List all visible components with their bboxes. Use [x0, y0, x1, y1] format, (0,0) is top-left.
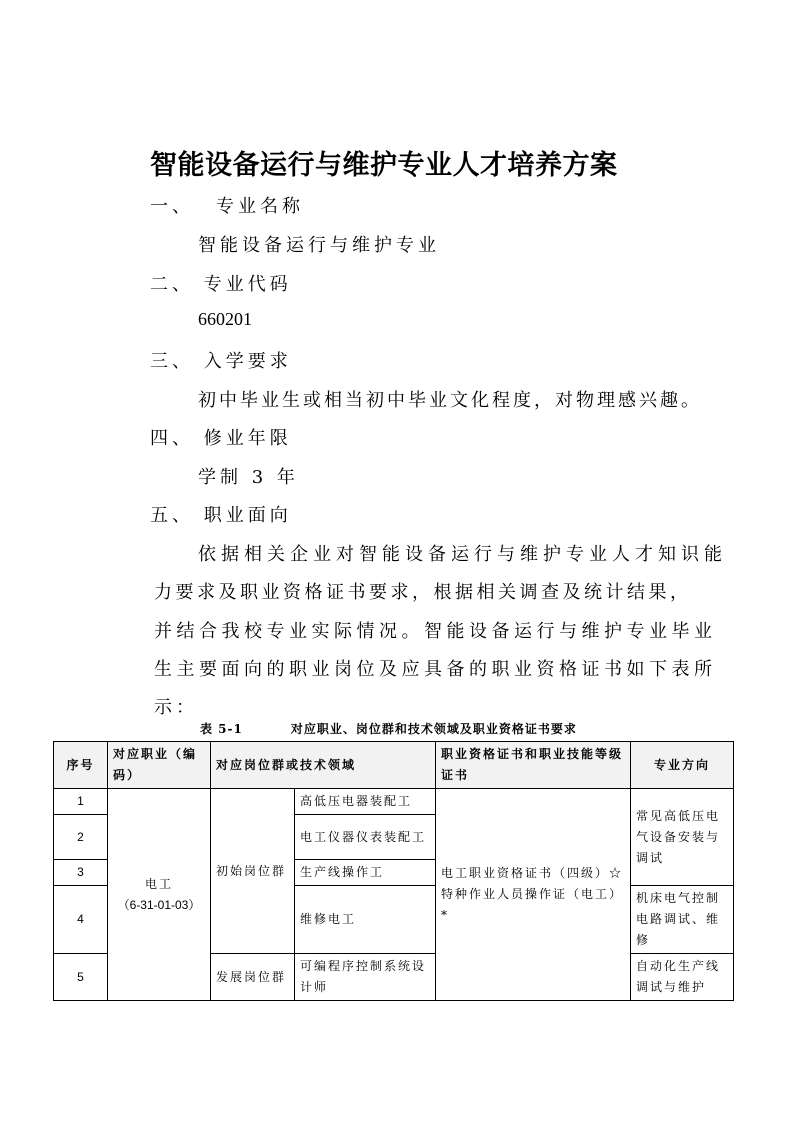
direction-cell: 常见高低压电气设备安装与调试 — [631, 789, 734, 886]
table-caption-text: 对应职业、岗位群和技术领域及职业资格证书要求 — [290, 722, 577, 736]
section-5-heading — [150, 501, 292, 527]
section-5-number: 五、 — [150, 505, 194, 526]
direction-cell: 机床电气控制电路调试、维修 — [631, 886, 734, 954]
seq-cell: 5 — [54, 954, 108, 1001]
section-1-body: 智能设备运行与维护专业 — [198, 235, 440, 256]
section-5-title: 职业面向 — [203, 505, 292, 526]
header-seq: 序号 — [54, 742, 108, 789]
post-cell: 电工仪器仪表装配工 — [295, 815, 436, 860]
post-cell: 生产线操作工 — [295, 860, 436, 886]
section-2-heading — [150, 270, 292, 296]
occupation-name: 电工 — [144, 876, 173, 891]
section-3-number: 三、 — [150, 351, 194, 372]
section-2-title: 专业代码 — [203, 274, 292, 295]
section-3-heading — [150, 347, 292, 373]
seq-cell: 2 — [54, 815, 108, 860]
certificate-cell — [436, 789, 631, 1001]
section-3-title: 入学要求 — [203, 351, 292, 372]
occupation-table — [53, 741, 734, 1001]
section-3-body: 初中毕业生或相当初中毕业文化程度，对物理感兴趣。 — [198, 390, 702, 411]
paragraph-line: 依据相关企业对智能设备运行与维护专业人才知识能 — [198, 544, 727, 565]
header-direction: 专业方向 — [631, 742, 734, 789]
header-group: 对应岗位群或技术领域 — [211, 742, 436, 789]
group-initial-cell: 初始岗位群 — [211, 789, 295, 954]
post-cell: 可编程序控制系统设计师 — [295, 954, 436, 1001]
paragraph-line: 示： — [154, 697, 198, 718]
header-occupation: 对应职业（编码） — [108, 742, 211, 789]
section-1-number: 一、 — [150, 196, 194, 217]
seq-cell: 3 — [54, 860, 108, 886]
section-2-number: 二、 — [150, 274, 194, 295]
section-1-title: 专业名称 — [216, 196, 304, 217]
table-header-row — [54, 742, 734, 789]
group-development-cell: 发展岗位群 — [211, 954, 295, 1001]
document-title: 智能设备运行与维护专业人才培养方案 — [150, 150, 618, 181]
direction-cell: 自动化生产线调试与维护 — [631, 954, 734, 1001]
section-4-title: 修业年限 — [203, 428, 292, 449]
occupation-cell — [108, 789, 211, 1001]
table-caption-number: 表 5-1 — [200, 722, 243, 736]
section-4-number: 四、 — [150, 428, 194, 449]
certificate-line: 电工职业资格证书（四级）☆ — [441, 866, 624, 880]
section-4-heading — [150, 424, 292, 450]
certificate-line: 特种作业人员操作证（电工） — [441, 887, 624, 901]
occupation-code: （6-31-01-03） — [117, 897, 201, 912]
seq-cell: 1 — [54, 789, 108, 815]
section-2-body: 660201 — [198, 309, 252, 329]
section-4-body: 学制 3 年 — [198, 467, 299, 488]
post-cell: 高低压电器装配工 — [295, 789, 436, 815]
table-caption — [200, 720, 577, 737]
header-certificate: 职业资格证书和职业技能等级证书 — [436, 742, 631, 789]
post-cell: 维修电工 — [295, 886, 436, 954]
paragraph-line: 力要求及职业资格证书要求，根据相关调查及统计结果， — [154, 582, 692, 603]
seq-cell: 4 — [54, 886, 108, 954]
certificate-line: * — [441, 908, 450, 922]
section-1-heading — [150, 192, 304, 218]
table-row — [54, 789, 734, 815]
paragraph-line: 并结合我校专业实际情况。智能设备运行与维护专业毕业 — [154, 621, 717, 642]
paragraph-line: 生主要面向的职业岗位及应具备的职业资格证书如下表所 — [154, 659, 717, 680]
